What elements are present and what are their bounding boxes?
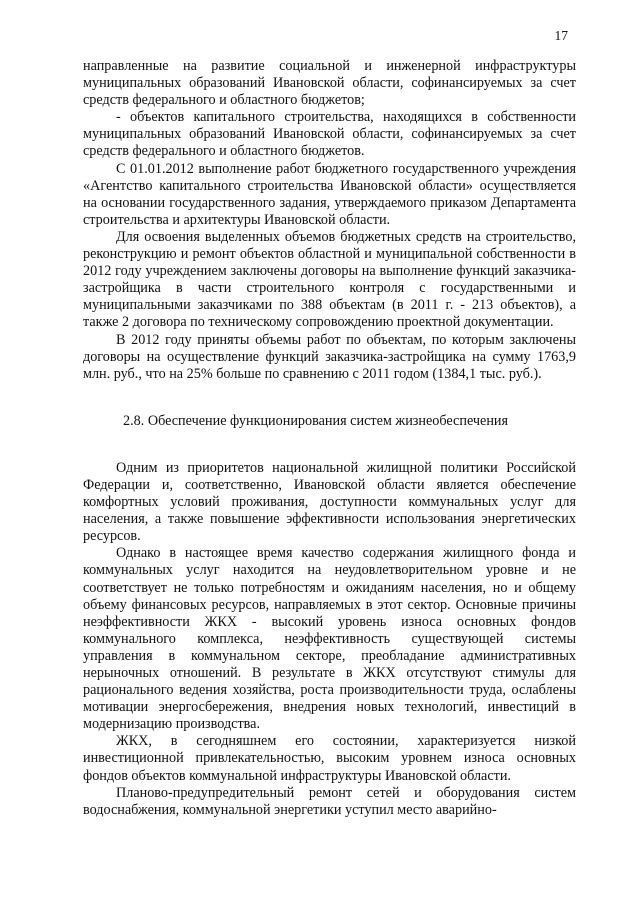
document-body bbox=[83, 58, 576, 819]
page-number: 17 bbox=[554, 28, 568, 43]
section-heading: 2.8. Обеспечение функционирования систем жизнеобеспечения bbox=[123, 412, 509, 429]
paragraph-housing-policy: Одним из приоритетов национальной жилищной политики Российской Федерации и, соответственно, Ивановской области является обеспечение комфортных условий проживания, доступности коммунальных услуг для населения, а также повышение эффективности использования энергетических ресурсов. bbox=[83, 459, 576, 545]
paragraph-contracts: Для освоения выделенных объемов бюджетных средств на строительство, реконструкцию и ремонт объектов областной и муниципальной собственности в 2012 году учреждением заключены договоры на выполнение функций заказчика-застройщика в части строительного контроля с государственными и муниципальными заказчиками по 388 объектам (в 2011 г. - 213 объектов), а также 2 договора по техническому сопровождению проектной документации. bbox=[83, 228, 576, 331]
paragraph-agency-task: С 01.01.2012 выполнение работ бюджетного государственного учреждения «Агентство капитального строительства Ивановской области» осуществляется на основании государственного задания, утверждаемого приказом Департамента строительства и архитектуры Ивановской области. bbox=[83, 160, 576, 228]
paragraph-zhkh-state: ЖКХ, в сегодняшнем его состоянии, характеризуется низкой инвестиционной привлекательностью, высоким уровнем износа основных фондов объектов коммунальной инфраструктуры Ивановской области. bbox=[83, 733, 576, 784]
paragraph-work-volumes: В 2012 году приняты объемы работ по объектам, по которым заключены договоры на осуществление функций заказчика-застройщика на сумму 1763,9 млн. руб., что на 25% больше по сравнению с 2011 годом (1384,1 тыс. руб.). bbox=[83, 331, 576, 382]
list-item-capital-construction: - объектов капитального строительства, находящихся в собственности муниципальных образований Ивановской области, софинансируемых за счет средств федерального и областного бюджетов. bbox=[83, 109, 576, 160]
paragraph-quality-problems: Однако в настоящее время качество содержания жилищного фонда и коммунальных услуг находится на неудовлетворительном уровне и не соответствует не только потребностям и ожиданиям населения, но и общему объему финансовых ресурсов, направляемых в этот сектор. Основные причины неэффективности ЖКХ - высокий уровень износа основных фондов коммунального комплекса, неэффективность существующей системы управления в коммунальном секторе, преобладание административных нерыночных отношений. В результате в ЖКХ отсутствуют стимулы для рационального ведения хозяйства, роста производительности труда, ослаблены мотивации энергосбережения, внедрения новых технологий, инвестиций в модернизацию производства. bbox=[83, 545, 576, 733]
paragraph-continuation: направленные на развитие социальной и инженерной инфраструктуры муниципальных образований Ивановской области, софинансируемых за счет средств федерального и областного бюджетов; bbox=[83, 58, 576, 109]
paragraph-repair: Планово-предупредительный ремонт сетей и оборудования систем водоснабжения, коммунальной энергетики уступил место аварийно- bbox=[83, 784, 576, 818]
